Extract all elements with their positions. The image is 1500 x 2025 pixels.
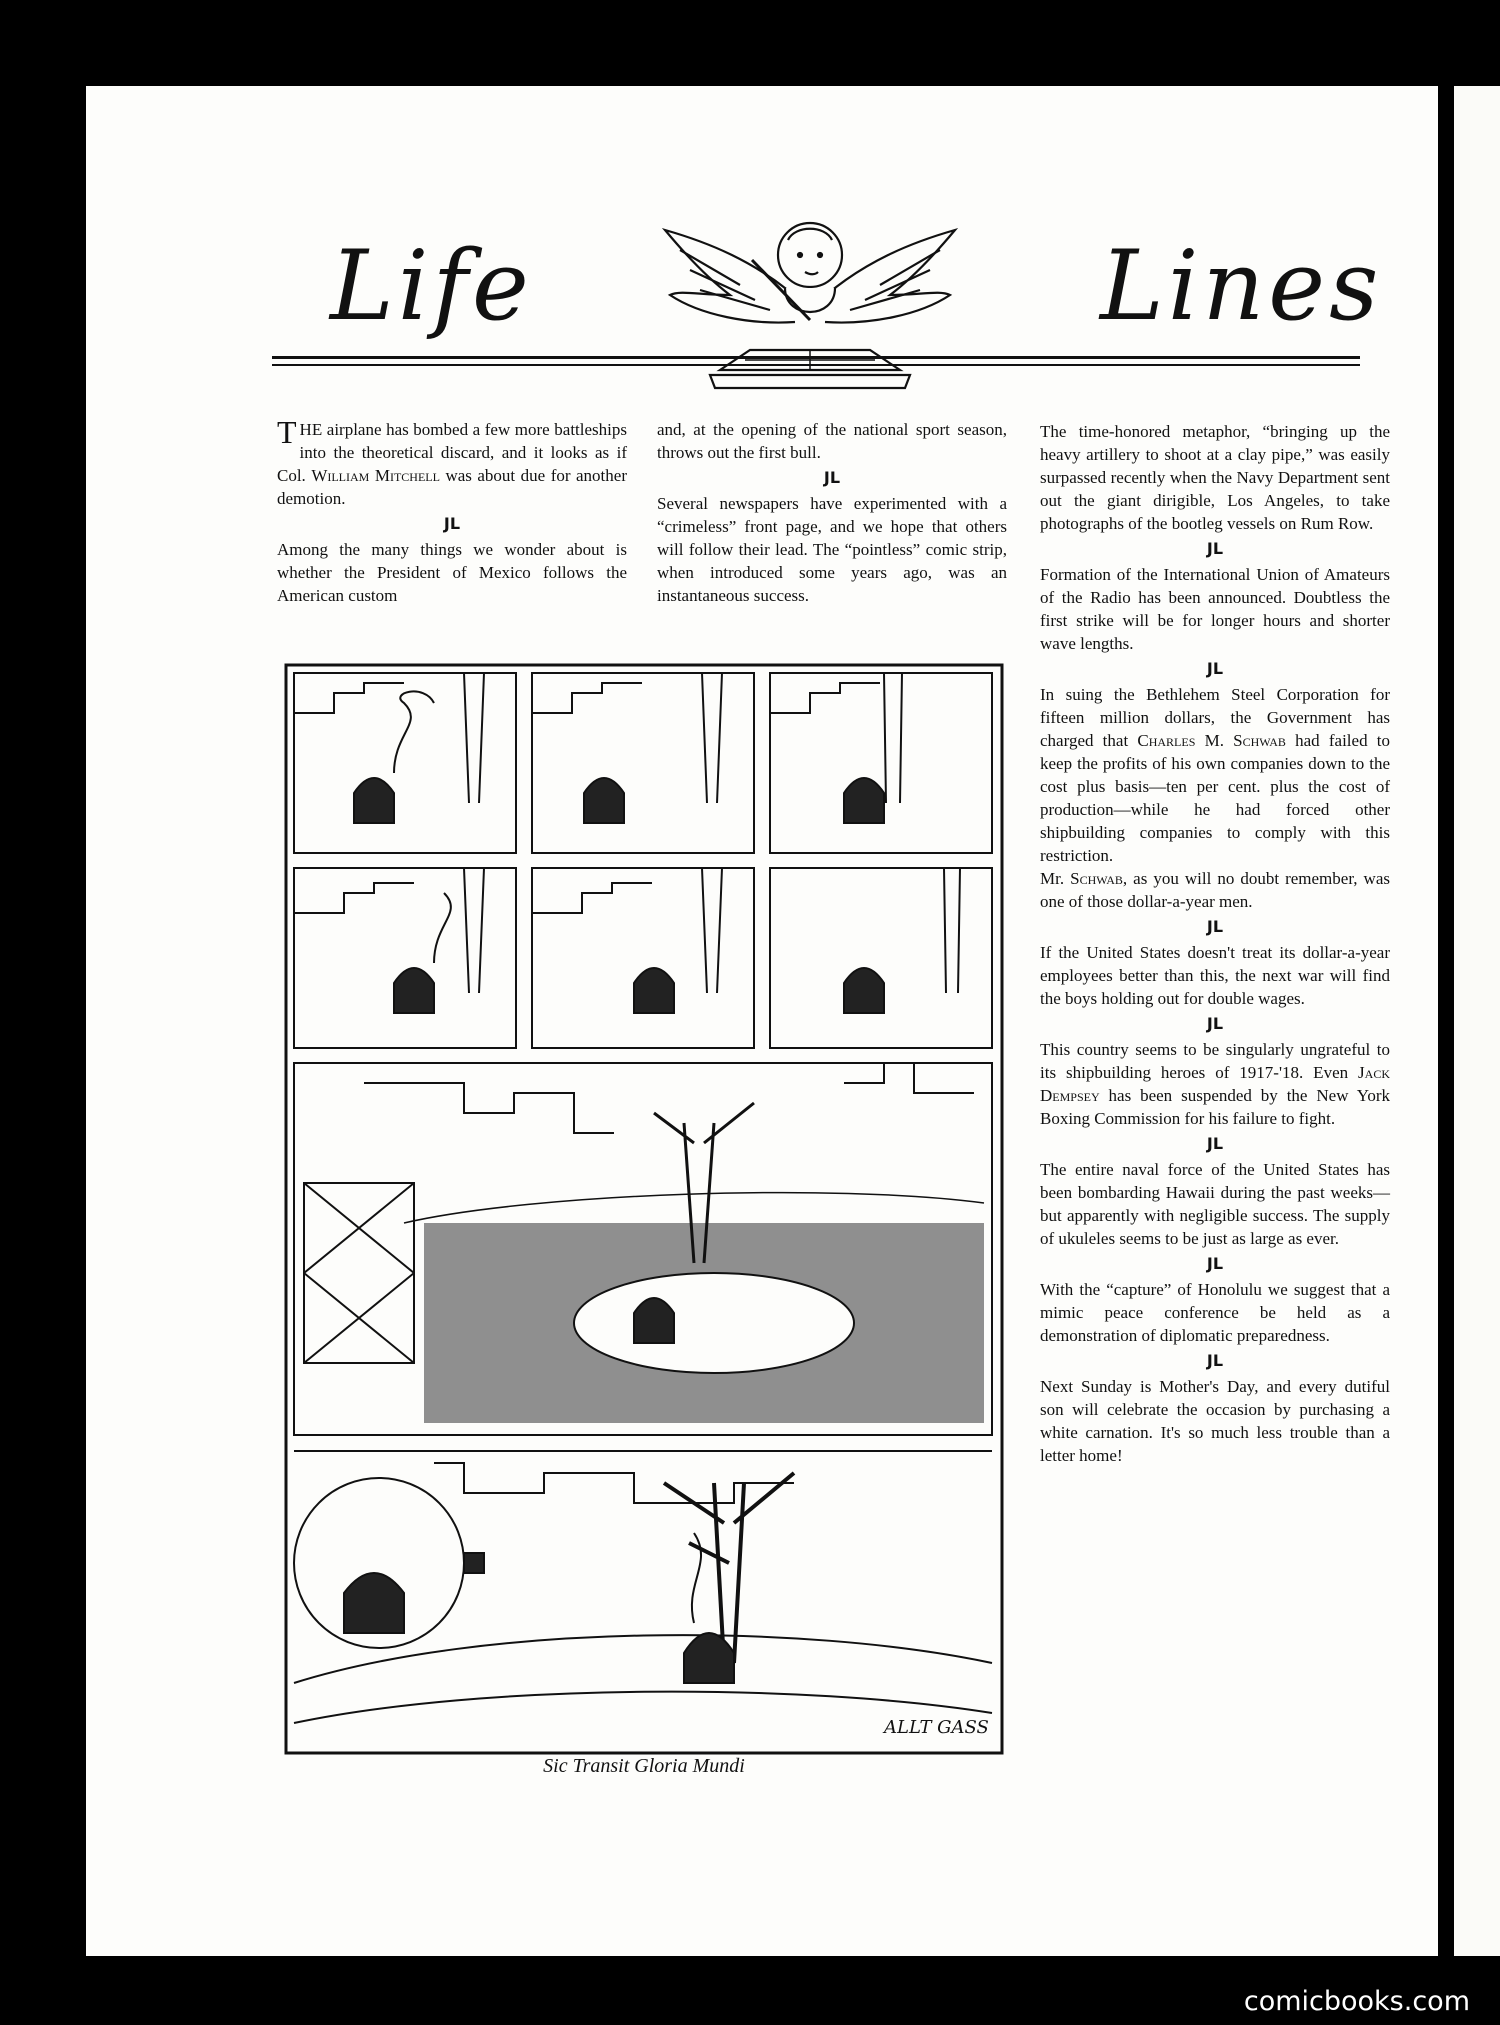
cartoon-illustration [284,663,1004,1755]
paragraph: The time-honored metaphor, “bringing up the heavy artillery to shoot at a clay pipe,” was easily surpassed recently when the Navy Department sent out the giant dirigible, Los Angeles, to take photographs of the bootleg vessels on Rum Row. [1040,422,1390,533]
text-column-2 [657,418,1007,607]
section-separator: JL [1206,659,1224,678]
watermark: comicbooks.com [1243,1986,1470,2017]
paragraph: The entire naval force of the United States has been bombarding Hawaii during the past weeks—but apparently with negligible success. The supply of ukuleles seems to be just as large as ever. [1040,1160,1390,1248]
cartoon-signature: ALLT GASS [884,1717,989,1738]
text-column-3 [1040,420,1390,1467]
paragraph: and, at the opening of the national sport season, throws out the first bull. [657,420,1007,462]
section-separator: JL [823,468,841,487]
person-name: Charles M. Schwab [1137,731,1286,750]
masthead-rule-thin [272,364,1360,366]
section-separator: JL [443,514,461,533]
section-separator: JL [1206,1014,1224,1033]
masthead-right-word: Lines [1100,230,1383,342]
masthead-left-word: Life [330,230,533,342]
section-separator: JL [1206,1254,1224,1273]
paragraph: Among the many things we wonder about is whether the President of Mexico follows the American custom [277,540,627,605]
section-separator: JL [1206,539,1224,558]
person-name: Jack Dempsey [1040,1063,1390,1105]
cartoon-caption: Sic Transit Gloria Mundi [543,1755,745,1777]
person-name: William Mitchell [311,466,440,485]
paragraph: Formation of the International Union of Amateurs of the Radio has been announced. Doubtless the first strike will be for longer hours and shorter wave lengths. [1040,565,1390,653]
section-separator: JL [1206,1351,1224,1370]
drop-cap: T [277,414,297,450]
paragraph: Next Sunday is Mother's Day, and every dutiful son will celebrate the occasion by purchasing a white carnation. It's so much less trouble than a letter home! [1040,1377,1390,1465]
section-separator: JL [1206,1134,1224,1153]
paragraph: If the United States doesn't treat its dollar-a-year employees better than this, the next war will find the boys holding out for double wages. [1040,943,1390,1008]
facing-page-edge [1454,86,1500,1956]
paragraph: With the “capture” of Honolulu we suggest that a mimic peace conference be held as a demonstration of diplomatic preparedness. [1040,1280,1390,1345]
masthead [190,200,1383,430]
paragraph: Several newspapers have experimented with a “crimeless” front page, and we hope that others will follow their lead. The “pointless” comic strip, when introduced some years ago, was an instantaneous success. [657,494,1007,605]
paragraph: THE airplane has bombed a few more battleships into the theoretical discard, and it looks as if Col. William Mitchell was about due for another demotion. [277,414,627,508]
text-column-1 [277,414,627,607]
person-name: Schwab [1070,869,1123,888]
masthead-rule [272,356,1360,359]
section-separator: JL [1206,917,1224,936]
cherub-illustration [660,200,960,400]
paragraph: This country seems to be singularly ungrateful to its shipbuilding heroes of 1917-'18. Even Jack Dempsey has been suspended by the New York Boxing Commission for his failure to fight. [1040,1040,1390,1128]
paragraph: Mr. Schwab, as you will no doubt remember, was one of those dollar-a-year men. [1040,869,1390,911]
paragraph: In suing the Bethlehem Steel Corporation for fifteen million dollars, the Government has charged that Charles M. Schwab had failed to keep the profits of his own companies down to the cost plus basis—ten per cent. plus the cost of production—while he had forced other shipbuilding companies to comply with this restriction. [1040,685,1390,865]
